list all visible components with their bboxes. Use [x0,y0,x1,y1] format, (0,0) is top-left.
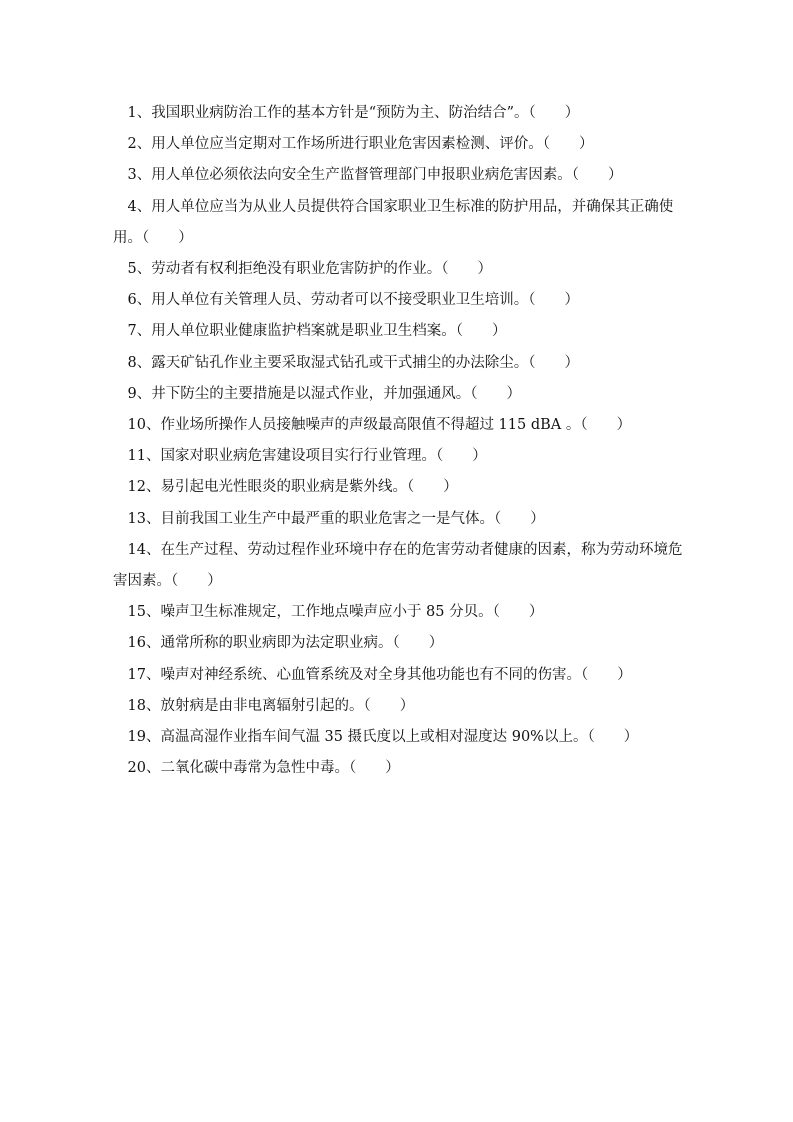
question-item-11: 11、国家对职业病危害建设项目实行行业管理。（ ） [127,448,487,465]
question-item-6: 6、用人单位有关管理人员、劳动者可以不接受职业卫生培训。（ ） [127,292,579,309]
question-item-3: 3、用人单位必须依法向安全生产监督管理部门申报职业病危害因素。（ ） [127,167,623,184]
question-item-7: 7、用人单位职业健康监护档案就是职业卫生档案。（ ） [127,323,507,340]
question-item-2: 2、用人单位应当定期对工作场所进行职业危害因素检测、评价。（ ） [127,136,594,153]
question-item-17: 17、噪声对神经系统、心血管系统及对全身其他功能也有不同的伤害。（ ） [127,666,632,683]
question-item-13: 13、目前我国工业生产中最严重的职业危害之一是气体。（ ） [127,510,545,527]
question-item-18: 18、放射病是由非电离辐射引起的。（ ） [127,697,415,714]
question-item-20: 20、二氧化碳中毒常为急性中毒。（ ） [127,760,400,777]
question-item-9: 9、井下防尘的主要措施是以湿式作业，并加强通风。（ ） [127,385,521,402]
question-item-8: 8、露天矿钻孔作业主要采取湿式钻孔或干式捕尘的办法除尘。（ ） [127,354,579,371]
question-item-14: 14、在生产过程、劳动过程作业环境中存在的危害劳动者健康的因素，称为劳动环境危害因素。（ ） [113,541,683,590]
question-item-12: 12、易引起电光性眼炎的职业病是紫外线。（ ） [127,479,458,496]
question-item-19: 19、高温高湿作业指车间气温 35 摄氏度以上或相对湿度达 90%以上。（ ） [127,729,639,746]
question-item-10: 10、作业场所操作人员接触噪声的声级最高限值不得超过 115 dBA 。（ ） [127,417,632,434]
question-item-15: 15、噪声卫生标准规定，工作地点噪声应小于 85 分贝。（ ） [127,604,544,621]
question-item-16: 16、通常所称的职业病即为法定职业病。（ ） [127,635,444,652]
question-item-4: 4、用人单位应当为从业人员提供符合国家职业卫生标准的防护用品，并确保其正确使用。（ ） [113,198,674,246]
question-list [113,98,683,784]
question-item-5: 5、劳动者有权利拒绝没有职业危害防护的作业。（ ） [127,261,492,278]
question-item-1: 1、我国职业病防治工作的基本方针是“预防为主、防治结合”。（ ） [127,105,580,121]
